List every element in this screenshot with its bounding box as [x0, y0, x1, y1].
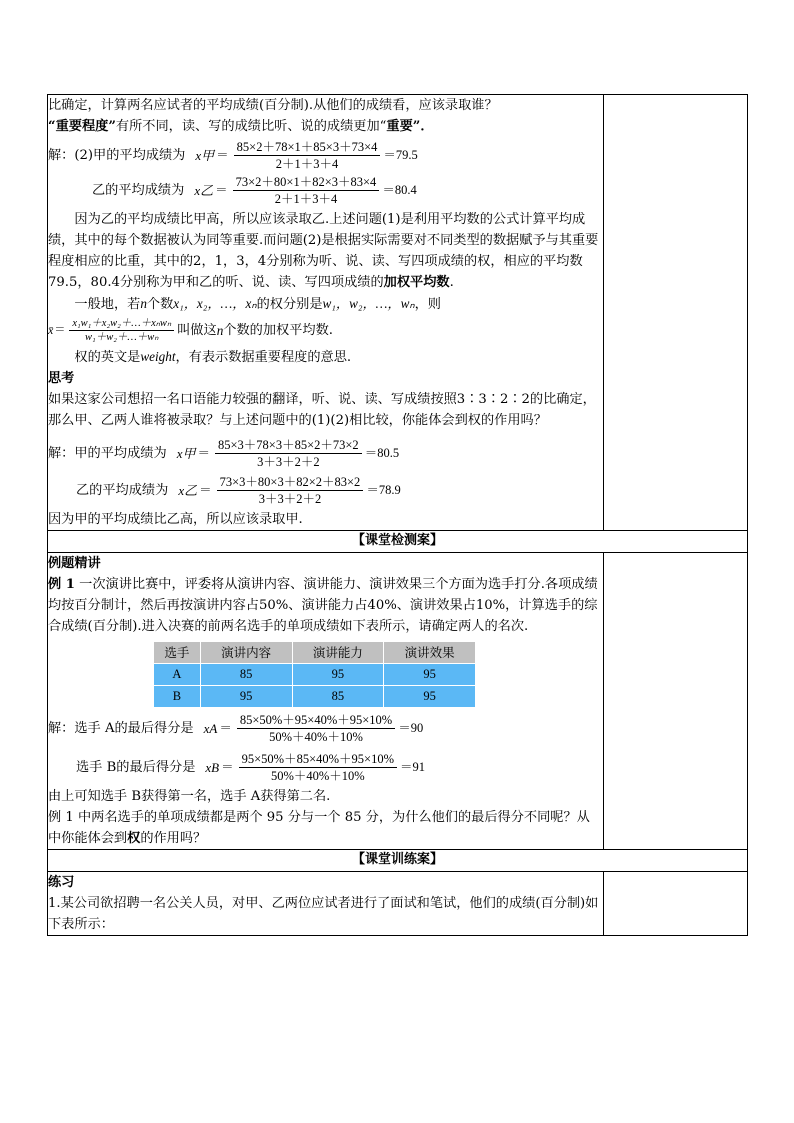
- section-header-check: 【课堂检测案】: [48, 531, 748, 553]
- result-value: ＝91: [400, 760, 426, 774]
- mean-symbol-yi: x乙: [194, 183, 214, 198]
- general-text: 个数: [146, 297, 174, 312]
- importance-line: [48, 116, 603, 137]
- formula-text: 叫做这: [177, 323, 217, 338]
- equation-yi-2: 乙的平均成绩为 x乙 ＝ $\frac{73\times 3+80\times 3+82\times 2+83\times 2}{3+3+2+2}$ ＝78.9: [76, 475, 401, 506]
- general-text: 一般地，若: [74, 297, 141, 312]
- table-header-row: [154, 642, 476, 664]
- equation-B: 选手 B的最后得分是 xB ＝ $\frac{95\times 50\%+85\times 40\%+95\times 10\%}{50\%+40\%+10\%}$ ＝91: [76, 752, 426, 783]
- denominator: 2＋1＋3＋4: [274, 192, 338, 206]
- numerator: 73×2＋80×1＋82×3＋83×4: [233, 174, 380, 191]
- period: .: [449, 275, 454, 290]
- table-header: 选手: [154, 642, 201, 664]
- table-header: 演讲效果: [384, 642, 476, 664]
- yi-label: 乙的平均成绩为: [76, 483, 169, 498]
- result-value: ＝80.5: [364, 446, 400, 460]
- solution-label: 解：选手 A的最后得分是: [48, 721, 194, 736]
- weight-word: weight: [140, 349, 176, 364]
- numerator: 85×3＋78×3＋85×2＋73×2: [215, 437, 362, 454]
- equation-jia-2: 解：甲的平均成绩为 x甲 ＝ $\frac{85\times 3+78\times 3+85\times 2+73\times 2}{3+3+2+2}$ ＝80.5: [48, 438, 400, 469]
- denominator: 3＋3＋2＋2: [257, 455, 320, 469]
- explanation-paragraph: [48, 209, 603, 293]
- lesson-table: [47, 94, 748, 936]
- table-cell: B: [154, 686, 201, 708]
- table-header: 演讲内容: [200, 642, 292, 664]
- table-cell: 85: [200, 664, 292, 686]
- importance-end: ”．: [412, 119, 434, 134]
- table-header: 演讲能力: [292, 642, 384, 664]
- example-title: 例题精讲: [48, 556, 101, 571]
- result-value: ＝90: [398, 721, 424, 735]
- fraction-B: [239, 751, 397, 784]
- general-text: ，则: [414, 297, 441, 312]
- xbar-symbol: x̄: [48, 323, 54, 337]
- weight-note: [48, 346, 603, 368]
- intro-line: 比确定，计算两名应试者的平均成绩(百分制).从他们的成绩看，应该录取谁？: [48, 98, 498, 113]
- notes-column: [604, 553, 748, 850]
- table-cell: 95: [292, 664, 384, 686]
- section-practice: [48, 872, 604, 936]
- numerator: 85×2＋78×1＋85×3＋73×4: [234, 139, 381, 156]
- general-definition: [48, 293, 603, 315]
- denominator: 2＋1＋3＋4: [275, 157, 339, 171]
- example-text: 一次演讲比赛中，评委将从演讲内容、演讲能力、演讲效果三个方面为选手打分.各项成绩均按百分制计，然后再按演讲内容占50%、演讲能力占40%、演讲效果占10%，计算选手的综合成绩(百分制).进入决赛的前两名选手的单项成绩如下表所示，请确定两人的名次.: [48, 577, 598, 634]
- solution-label: 解：甲的平均成绩为: [48, 446, 167, 461]
- equation-yi: 乙的平均成绩为 x乙 ＝ $\frac{73\times 2+80\times 1+82\times 3+83\times 4}{2+1+3+4}$ ＝80.4: [92, 175, 417, 206]
- n-variable: n: [216, 323, 224, 338]
- weight-text: 权的英文是: [74, 350, 141, 365]
- weight-term: 权: [127, 831, 141, 846]
- equation-jia: 解：(2)甲的平均成绩为 x甲 ＝ $\frac{85\times 2+78\times 1+85\times 3+73\times 4}{2+1+3+4}$ ＝79.5: [48, 140, 418, 171]
- table-cell: 95: [384, 686, 476, 708]
- numerator: 85×50%＋95×40%＋95×10%: [237, 712, 395, 729]
- result-value: ＝79.5: [383, 148, 418, 162]
- table-cell: A: [154, 664, 201, 686]
- score-table: [153, 641, 476, 708]
- fraction-jia-2: [215, 437, 362, 470]
- mean-symbol-A: xA: [203, 721, 218, 736]
- numerator: 73×3＋80×3＋82×2＋83×2: [217, 474, 364, 491]
- result-value: ＝80.4: [382, 183, 417, 197]
- weighted-formula: x̄ ＝ $\frac{\text{x₁w₁＋x₂w₂＋…＋xₙwₙ}}{\text{w₁＋w₂＋…＋wₙ}}$ 叫做这 n 个数的加权平均数.: [48, 318, 333, 343]
- table-cell: 95: [200, 686, 292, 708]
- table-row: [154, 664, 476, 686]
- fraction-yi: [233, 174, 380, 207]
- notes-column: [604, 872, 748, 936]
- table-row: [154, 686, 476, 708]
- table-cell: 85: [292, 686, 384, 708]
- denominator: 50%＋40%＋10%: [270, 769, 365, 783]
- example-problem: [48, 574, 603, 637]
- equation-A: 解：选手 A的最后得分是 xA ＝ $\frac{85\times 50\%+95\times 40\%+95\times 10\%}{50\%+40\%+10\%}$ ＝90: [48, 713, 424, 744]
- fraction-yi-2: [217, 474, 364, 507]
- yi-label: 乙的平均成绩为: [92, 183, 185, 198]
- x-values: x₁，x₂，…，xₙ: [173, 296, 257, 311]
- section-weighted-average: [48, 95, 604, 531]
- numerator: x₁w₁＋x₂w₂＋…＋xₙwₙ: [69, 317, 174, 331]
- importance-bold: 重要: [386, 119, 413, 134]
- result-text: 由上可知选手 B获得第一名，选手 A获得第二名.: [48, 789, 331, 804]
- section-header-training: 【课堂训练案】: [48, 850, 748, 872]
- denominator: w₁＋w₂＋…＋wₙ: [85, 332, 159, 343]
- weighted-average-term: 加权平均数: [383, 275, 450, 290]
- n-variable: n: [140, 296, 147, 311]
- solution-label: 选手 B的最后得分是: [76, 760, 196, 775]
- result-value: ＝78.9: [366, 483, 401, 497]
- mean-symbol-jia: x甲: [195, 148, 215, 163]
- think-title: 思考: [48, 371, 75, 386]
- mean-symbol-yi: x乙: [178, 483, 198, 498]
- question-text: 例 1 中两名选手的单项成绩都是两个 95 分与一个 85 分，为什么他们的最后得分不同呢？从中你能体会到: [48, 810, 590, 846]
- example-label: 例 1: [48, 577, 75, 592]
- solution-label: 解：(2)甲的平均成绩为: [48, 148, 186, 163]
- weight-text: ，有表示数据重要程度的意思.: [175, 350, 352, 365]
- formula-fraction: [69, 317, 174, 344]
- question-text: 的作用吗？: [140, 831, 207, 846]
- numerator: 95×50%＋85×40%＋95×10%: [239, 751, 397, 768]
- notes-column: [604, 95, 748, 531]
- practice-text: 1.某公司欲招聘一名公关人员，对甲、乙两位应试者进行了面试和笔试，他们的成绩(百分制)如下表所示：: [48, 896, 599, 932]
- importance-text: 有所不同，读、写的成绩比听、说的成绩更加“: [115, 119, 387, 134]
- denominator: 50%＋40%＋10%: [269, 730, 363, 744]
- mean-symbol-jia: x甲: [176, 446, 196, 461]
- fraction-jia: [234, 139, 381, 172]
- conclusion-text: 因为甲的平均成绩比乙高，所以应该录取甲.: [48, 512, 303, 527]
- table-cell: 95: [384, 664, 476, 686]
- fraction-A: [237, 712, 395, 745]
- practice-title: 练习: [48, 875, 75, 890]
- think-text: 如果这家公司想招一名口语能力较强的翻译，听、说、读、写成绩按照3∶3∶2∶2的比确定，那么甲、乙两人谁将被录取？与上述问题中的(1)(2)相比较，你能体会到权的作用吗？: [48, 392, 596, 428]
- explanation-text: 因为乙的平均成绩比甲高，所以应该录取乙.上述问题(1)是利用平均数的公式计算平均成绩，其中的每个数据被认为同等重要.而问题(2)是根据实际需要对不同类型的数据赋予与其重要程度相应的比重，其中的2，1，3，4分别称为听、说、读、写四项成绩的权，相应的平均数79.5，80.4分别称为甲和乙的听、说、读、写四项成绩的: [48, 212, 599, 290]
- reflection-question: [48, 807, 603, 849]
- mean-symbol-B: xB: [205, 760, 220, 775]
- general-text: 的权分别是: [256, 297, 323, 312]
- importance-term: “重要程度”: [48, 119, 116, 134]
- denominator: 3＋3＋2＋2: [258, 492, 322, 506]
- w-values: w₁，w₂，…，wₙ: [322, 296, 415, 311]
- section-example: [48, 553, 604, 850]
- formula-text: 个数的加权平均数.: [223, 323, 333, 338]
